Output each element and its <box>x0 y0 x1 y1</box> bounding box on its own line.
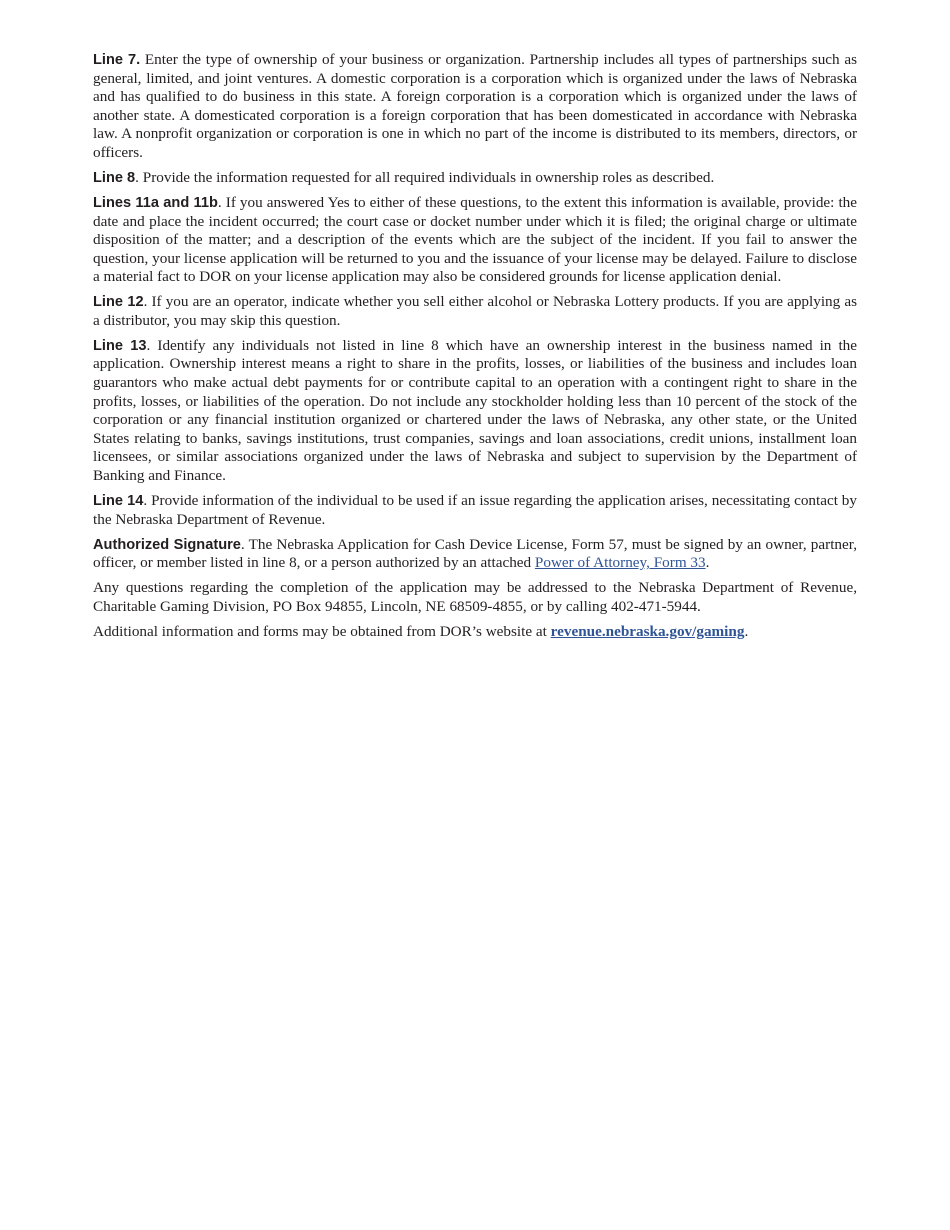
additional-info-text: Additional information and forms may be obtained from DOR’s website at <box>93 622 551 640</box>
line-12-label: Line 12 <box>93 294 144 311</box>
line-7-paragraph <box>93 51 857 163</box>
lines-11-text: . If you answered Yes to either of these questions, to the extent this information is available, provide: the date and place the incident occurred; the court case or docket number under which it is filed; the original charge or ultimate disposition of the matter; and a description of the events which are the subject of the incident. If you fail to answer the question, your license application will be returned to you and the issuance of your license may be delayed. Failure to disclose a material fact to DOR on your license application may also be considered grounds for license application denial. <box>93 193 857 286</box>
line-13-paragraph <box>93 337 857 486</box>
signature-label: Authorized Signature <box>93 536 241 553</box>
line-7-label: Line 7. <box>93 52 141 68</box>
line-14-paragraph <box>93 492 857 529</box>
line-12-paragraph <box>93 293 857 330</box>
instructions-page <box>93 51 857 648</box>
line-8-label: Line 8 <box>93 169 136 186</box>
additional-info-paragraph <box>93 623 857 642</box>
line-14-label: Line 14 <box>93 493 144 510</box>
power-of-attorney-link[interactable]: Power of Attorney, Form 33 <box>534 554 706 572</box>
additional-info-period: . <box>744 622 749 640</box>
line-8-text: . Provide the information requested for all required individuals in ownership roles as described. <box>135 168 715 186</box>
line-13-label: Line 13 <box>93 337 147 354</box>
signature-period: . <box>705 554 710 572</box>
signature-paragraph <box>93 536 857 573</box>
line-12-text: . If you are an operator, indicate whether you sell either alcohol or Nebraska Lottery products. If you are applying as a distributor, you may skip this question. <box>93 293 857 329</box>
signature-text: . The Nebraska Application for Cash Device License, Form 57, must be signed by an owner, partner, officer, or member listed in line 8, or a person authorized by an attached <box>93 535 858 572</box>
line-13-text: . Identify any individuals not listed in line 8 which have an ownership interest in the business named in the application. Ownership interest means a right to share in the profits, losses, or liabilities of the business and includes loan guarantors who make actual debt payments for or contribute capital to an operation with a contingent right to share in the profits, losses, or liabilities of the operation. Do not include any stockholder holding less than 10 percent of the stock of the corporation or any financial institution organized or chartered under the laws of Nebraska, any other state, or the United States relating to banks, savings institutions, trust companies, savings and loan associations, credit unions, installment loan licensees, or similar associations organized under the laws of Nebraska and subject to supervision by the Department of Banking and Finance. <box>93 336 857 485</box>
questions-paragraph <box>93 579 857 616</box>
lines-11-paragraph <box>93 194 857 287</box>
lines-11-label: Lines 11a and 11b <box>93 194 218 211</box>
questions-text: Any questions regarding the completion of the application may be addressed to the Nebraska Department of Revenue, Charitable Gaming Division, PO Box 94855, Lincoln, NE 68509-4855, or by calling 402-471-5944. <box>93 579 857 615</box>
line-7-text: Enter the type of ownership of your business or organization. Partnership includes all types of partnerships such as general, limited, and joint ventures. A domestic corporation is a corporation which is organized under the laws of Nebraska and has qualified to do business in this state. A foreign corporation is a corporation which is organized under the laws of another state. A domesticated corporation is a foreign corporation that has been domesticated in accordance with Nebraska law. A nonprofit organization or corporation is one in which no part of the income is distributed to its members, directors, or officers. <box>93 51 857 161</box>
website-link[interactable]: revenue.nebraska.gov/gaming <box>550 622 745 640</box>
line-8-paragraph <box>93 169 857 188</box>
line-14-text: . Provide information of the individual to be used if an issue regarding the application arises, necessitating contact by the Nebraska Department of Revenue. <box>93 492 857 528</box>
